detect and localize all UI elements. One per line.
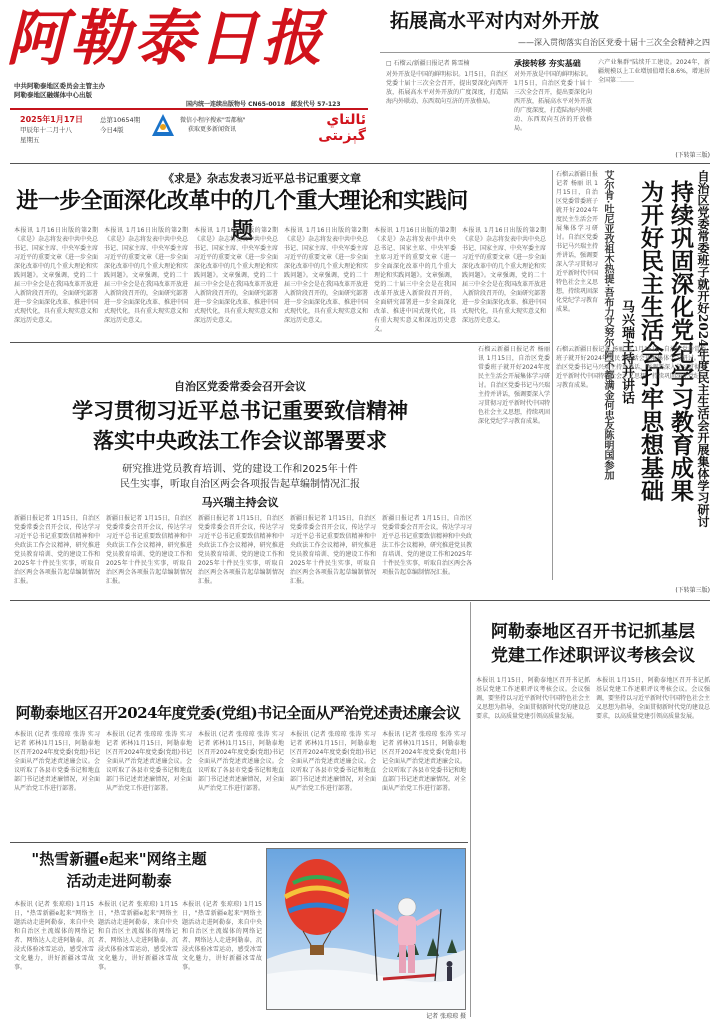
second-article-sub [70,462,410,492]
second-article-kicker: 自治区党委常委会召开会议 [174,380,306,393]
third-article-title-1: 阿勒泰地区召开书记抓基层 [491,622,695,642]
fourth-article-col: 本报讯 (记者 张琼琼 张涛 实习记者 郭林)1月15日，阿勒泰地区召开2024年度党委(党组)书记全面从严治党述责述廉会议。会议听取了各县市党委书记和地直部门书记述责述廉情况，对全面从严治党工作进行部署。 [382,731,466,792]
second-article-col: 新疆日报记者 1月15日，自治区党委常委会召开会议，传达学习习近平总书记重要致信精神和中央政法工作会议精神，研究推进党员教育培训、党的建设工作和2025年十件民生实事，听取自治区两会各项报告起草编制情况汇报。 [14,515,100,585]
fourth-article-title: 阿勒泰地区召开2024年度党委(党组)书记全面从严治党述责述廉会议 [15,704,461,722]
third-article-col: 本报讯 1月15日，阿勒泰地区召开书记抓基层党建工作述职评议考核会议。会议强调，要坚持以习近平新时代中国特色社会主义思想为指导，全面贯彻新时代党的建设总要求，以高质量党建引领高质量发展。 [596,677,710,720]
page-count: 今日4版 [100,126,124,134]
masthead-title: 阿勒泰日报 [6,4,326,74]
main-article-col-3: 本报讯 1月16日出版的第2期《求是》杂志将发表中共中央总书记、国家主席、中央军委主席习近平的重要文章《进一步全面深化改革中的几个重大理论和实践问题》。文章强调，党的二十届三中全会是在我国改革开放进入新阶段召开的，全面研究部署进一步全面深化改革、推进中国式现代化，具有重大现实意义和深远历史意义。 [194,227,278,324]
issue-block [100,115,150,135]
fourth-article-col: 本报讯 (记者 张琼琼 张涛 实习记者 郭林)1月15日，阿勒泰地区召开2024年度党委(党组)书记全面从严治党述责述廉会议。会议听取了各县市党委书记和地直部门书记述责述廉情况，对全面从严治党工作进行部署。 [290,731,376,792]
side-article-continue: (下转第三版) [675,587,710,594]
fourth-article-col: 本报讯 (记者 张琼琼 张涛 实习记者 郭林)1月15日，阿勒泰地区召开2024年度党委(党组)书记全面从严治党述责述廉会议。会议听取了各县市党委书记和地直部门书记述责述廉情况，对全面从严治党工作进行部署。 [14,731,100,792]
top-feature-subtitle: ——深入贯彻落实自治区党委十届十三次全会精神之四 [518,38,710,47]
top-feature-title: 拓展高水平对内对外开放 [390,10,600,32]
second-article-col: 新疆日报记者 1月15日，自治区党委常委会召开会议，传达学习习近平总书记重要致信精神和中央政法工作会议精神，研究推进党员教育培训、党的建设工作和2025年十件民生实事，听取自治区两会各项报告起草编制情况汇报。 [106,515,192,585]
third-article-col: 本报讯 1月15日，阿勒泰地区召开书记抓基层党建工作述职评议考核会议。会议强调，要坚持以习近平新时代中国特色社会主义思想为指导，全面贯彻新时代党的建设总要求，以高质量党建引领高质量发展。 [476,677,590,720]
main-article-title: 进一步全面深化改革中的几个重大理论和实践问题 [16,188,468,244]
fifth-article-col: 本报讯 (记者 张琼琼) 1月15日，"热雪新疆e起来"网络主题活动走进阿勒泰，来自中央和自治区主流媒体的网络记者、网络达人走进阿勒泰，沉浸式体验冰雪运动，感受冰雪文化魅力，讲好新疆冰雪故事。 [14,901,94,971]
wechat-line: 微信小程序搜索"雪都稿" [180,117,246,124]
uyghur-name: ئالتاي گېزىتى [318,112,366,144]
sponsor-line: 中共阿勒泰地区委员会主管主办 [14,82,105,90]
weekday: 星期五 [20,136,40,144]
side-article-kicker: 自治区党委常委班子就开好2024年度民主生活会开展集体学习研讨 [696,170,710,528]
fifth-article-col: 本报讯 (记者 张琼琼) 1月15日，"热雪新疆e起来"网络主题活动走进阿勒泰，来自中央和自治区主流媒体的网络记者、网络达人走进阿勒泰，沉浸式体验冰雪运动，感受冰雪文化魅力，讲好新疆冰雪故事。 [98,901,178,971]
top-feature-text: 对外开放是中国的鲜明标识。1月5日，自治区党委十届十三次全会召开，提出要深化向西开放，拓展高水平对外开放的广度深度，打造陆海内外联动、东西双向互济的开放格局。 [514,71,592,132]
top-feature-text: 对外开放是中国的鲜明标识。1月5日，自治区党委十届十三次全会召开，提出要深化向西开放，拓展高水平对外开放的广度深度，打造陆海内外联动、东西双向互济的开放格局。 [386,71,508,105]
side-article-title-2: 为开好民主生活会打牢思想基础 [637,180,664,502]
top-feature-right-heading: 承接转移 夯实基础 [514,59,581,68]
masthead-sponsor [14,82,184,100]
side-article-participants: 艾尔肯·吐尼亚孜祖木热提·吾布力艾努尔·阿不都满金何忠友陈明国参加 [602,170,613,481]
cn-line: 国内统一连续出版物号 CN65-0018 邮发代号 57-123 [186,101,341,108]
third-article-title-2: 党建工作述职评议考核会议 [491,646,695,666]
lunar-date: 甲辰年十二月十八 [20,126,72,134]
logo-icon [150,112,176,138]
second-article-col: 新疆日报记者 1月15日，自治区党委常委会召开会议，传达学习习近平总书记重要致信精神和中央政法工作会议精神，研究推进党员教育培训、党的建设工作和2025年十件民生实事，听取自治区两会各项报告起草编制情况汇报。 [290,515,376,585]
side-article-host: 马兴瑞主持并讲话 [619,300,634,404]
second-article-sub-line: 民生实事，听取自治区两会各项报告起草编制情况汇报 [120,479,360,490]
date: 2025年1月17日 [20,115,83,124]
main-article-col-1: 本报讯 1月16日出版的第2期《求是》杂志将发表中共中央总书记、国家主席、中央军委主席习近平的重要文章《进一步全面深化改革中的几个重大理论和实践问题》。文章强调，党的二十届三中全会是在我国改革开放进入新阶段召开的，全面研究部署进一步全面深化改革、推进中国式现代化，具有重大现实意义和深远历史意义。 [14,227,98,324]
skiing-photo [266,848,466,1010]
top-feature-byline: □ 石榴云/新疆日报记者 陈雪楠 [386,60,470,67]
second-article-title-2: 落实中央政法工作会议部署要求 [93,428,387,453]
second-article-host: 马兴瑞主持会议 [201,496,279,509]
sponsor-line: 阿勒泰地区融媒体中心出版 [14,91,92,99]
issue-number: 总第10654期 [100,116,141,124]
wechat-line: 获取更多新闻资讯 [188,126,237,133]
main-article-col-4: 本报讯 1月16日出版的第2期《求是》杂志将发表中共中央总书记、国家主席、中央军委主席习近平的重要文章《进一步全面深化改革中的几个重大理论和实践问题》。文章强调，党的二十届三中全会是在我国改革开放进入新阶段召开的，全面研究部署进一步全面深化改革、推进中国式现代化，具有重大现实意义和深远历史意义。 [284,227,368,324]
top-feature-right-text: 六产业集群"陆续开工建设。2024年，新疆规模以上工业增加值增长8.6%，增速居全国第二…… [598,59,710,84]
side-article-text: 石榴云新疆日报记者 杨丽 讯 1月15日，自治区党委常委班子就开好2024年度民主生活会开展集体学习研讨。自治区党委书记马兴瑞主持并讲话，强调要深入学习贯彻习近平新时代中国特色社会主义思想，持续巩固深化党纪学习教育成果。 [556,171,598,313]
fifth-article-title-2: 活动走进阿勒泰 [66,872,172,890]
photo-caption: 记者 张琼琼 摄 [426,1013,466,1020]
fourth-article-col: 本报讯 (记者 张琼琼 张涛 实习记者 郭林)1月15日，阿勒泰地区召开2024年度党委(党组)书记全面从严治党述责述廉会议。会议听取了各县市党委书记和地直部门书记述责述廉情况，对全面从严治党工作进行部署。 [198,731,284,792]
side-article-title-1: 持续巩固深化党纪学习教育成果 [667,180,694,502]
side-article-text: 石榴云新疆日报记者 杨丽 讯 1月15日，自治区党委常委班子就开好2024年度民主生活会开展集体学习研讨。自治区党委书记马兴瑞主持并讲话，强调要深入学习贯彻习近平新时代中国特色社会主义思想，持续巩固深化党纪学习教育成果。 [556,346,706,389]
fourth-article-col: 本报讯 (记者 张琼琼 张涛 实习记者 郭林)1月15日，阿勒泰地区召开2024年度党委(党组)书记全面从严治党述责述廉会议。会议听取了各县市党委书记和地直部门书记述责述廉情况，对全面从严治党工作进行部署。 [106,731,192,792]
side-article-text: 石榴云新疆日报记者 杨丽 讯 1月15日，自治区党委常委班子就开好2024年度民主生活会开展集体学习研讨。自治区党委书记马兴瑞主持并讲话，强调要深入学习贯彻习近平新时代中国特色社会主义思想，持续巩固深化党纪学习教育成果。 [478,346,550,425]
fifth-article-title-1: "热雪新疆e起来"网络主题 [31,850,207,868]
second-article-col: 新疆日报记者 1月15日，自治区党委常委会召开会议，传达学习习近平总书记重要致信精神和中央政法工作会议精神，研究推进党员教育培训、党的建设工作和2025年十件民生实事，听取自治区两会各项报告起草编制情况汇报。 [198,515,284,585]
wechat-block [180,116,290,134]
main-article-col-2: 本报讯 1月16日出版的第2期《求是》杂志将发表中共中央总书记、国家主席、中央军委主席习近平的重要文章《进一步全面深化改革中的几个重大理论和实践问题》。文章强调，党的二十届三中全会是在我国改革开放进入新阶段召开的，全面研究部署进一步全面深化改革、推进中国式现代化，具有重大现实意义和深远历史意义。 [104,227,188,324]
fifth-article-col: 本报讯 (记者 张琼琼) 1月15日，"热雪新疆e起来"网络主题活动走进阿勒泰，来自中央和自治区主流媒体的网络记者、网络达人走进阿勒泰，沉浸式体验冰雪运动，感受冰雪文化魅力，讲好新疆冰雪故事。 [182,901,262,971]
main-article-col-6: 本报讯 1月16日出版的第2期《求是》杂志将发表中共中央总书记、国家主席、中央军委主席习近平的重要文章《进一步全面深化改革中的几个重大理论和实践问题》。文章强调，党的二十届三中全会是在我国改革开放进入新阶段召开的，全面研究部署进一步全面深化改革、推进中国式现代化，具有重大现实意义和深远历史意义。 [462,227,546,324]
second-article-sub-line: 研究推进党员教育培训、党的建设工作和2025年十件 [122,464,358,475]
second-article-col: 新疆日报记者 1月15日，自治区党委常委会召开会议，传达学习习近平总书记重要致信精神和中央政法工作会议精神，研究推进党员教育培训、党的建设工作和2025年十件民生实事，听取自治区两会各项报告起草编制情况汇报。 [382,515,472,576]
main-article-col-5: 本报讯 1月16日出版的第2期《求是》杂志将发表中共中央总书记、国家主席、中央军委主席习近平的重要文章《进一步全面深化改革中的几个重大理论和实践问题》。文章强调，党的二十届三中全会是在我国改革开放进入新阶段召开的，全面研究部署进一步全面深化改革、推进中国式现代化，具有重大现实意义和深远历史意义。 [374,227,456,333]
main-article-kicker: 《求是》杂志发表习近平总书记重要文章 [163,172,361,185]
top-feature-continue: (下转第三版) [675,152,710,159]
date-block [20,115,90,145]
second-article-title-1: 学习贯彻习近平总书记重要致信精神 [72,398,408,423]
